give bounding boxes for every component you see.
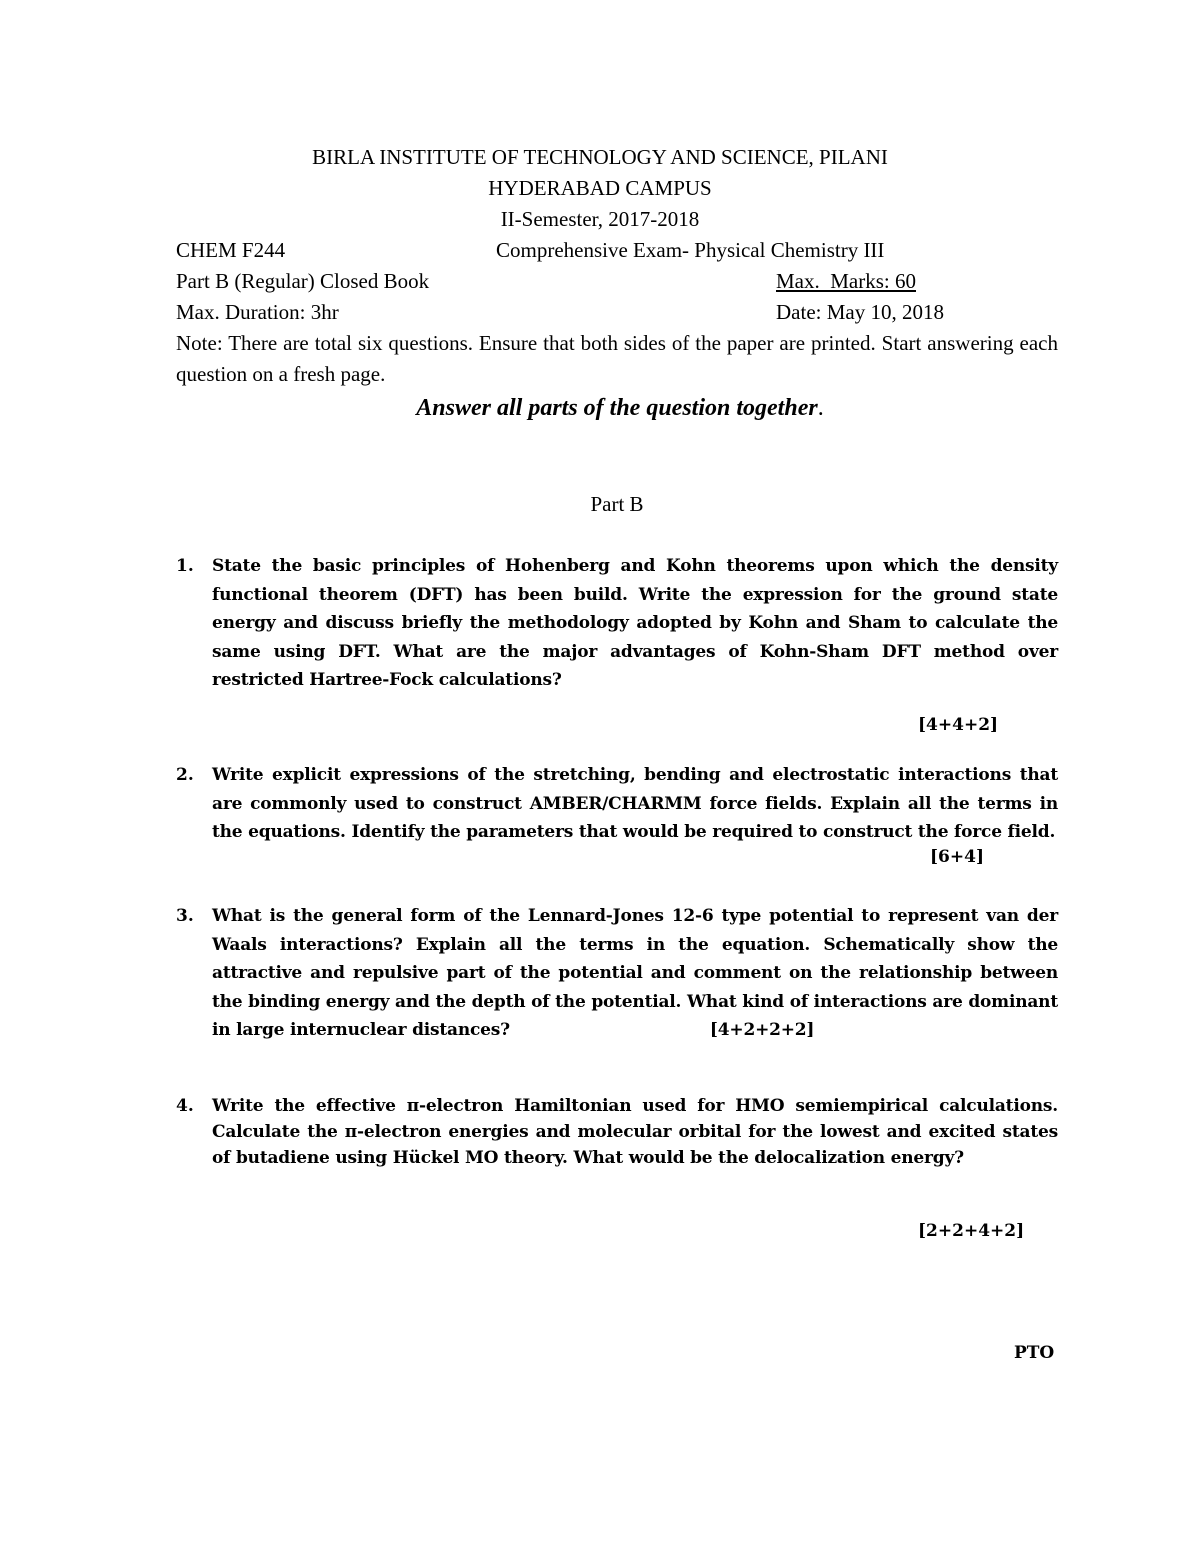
question-number: 3. <box>176 906 194 926</box>
question-number: 2. <box>176 765 194 785</box>
question-text: Write the effective π-electron Hamiltonian used for HMO semiempirical calculations. Calculate the π-electron energies and molecular orbital for the lowest and excited states of butadiene using Hückel MO theory. What would be the delocalization energy? <box>212 1096 1058 1168</box>
instruction-period: . <box>817 395 824 421</box>
max-marks: Max. Marks: 60 <box>776 269 916 293</box>
institute-name: BIRLA INSTITUTE OF TECHNOLOGY AND SCIENCE, PILANI <box>312 145 888 169</box>
question-marks: [4+2+2+2] <box>709 1020 815 1040</box>
question-marks: [4+4+2] <box>918 715 999 735</box>
course-code: CHEM F244 <box>176 238 286 262</box>
part-title: Part B <box>590 492 644 516</box>
campus-name: HYDERABAD CAMPUS <box>488 176 712 200</box>
question-marks: [2+2+4+2] <box>918 1221 1025 1241</box>
question-number: 1. <box>176 556 194 576</box>
question-text: Write explicit expressions of the stretching, bending and electrostatic interactions that are commonly used to construct AMBER/CHARMM force fields. Explain all the terms in the equations. Identify the parameters that would be required to construct the force field. <box>212 765 1058 842</box>
question-text <box>212 902 1058 1045</box>
question-marks: [6+4] <box>930 847 984 867</box>
exam-date: Date: May 10, 2018 <box>776 300 944 324</box>
instruction-text: Answer all parts of the question together <box>416 395 818 421</box>
note: Note: There are total six questions. Ensure that both sides of the paper are printed. Start answering each question on a fresh page. <box>176 331 1058 386</box>
exam-title: Comprehensive Exam- Physical Chemistry III <box>496 238 885 262</box>
semester: II-Semester, 2017-2018 <box>500 207 700 231</box>
pto-label: PTO <box>1014 1343 1055 1363</box>
part-info: Part B (Regular) Closed Book <box>176 269 430 293</box>
instruction <box>0 393 1200 423</box>
question-number: 4. <box>176 1096 194 1116</box>
duration: Max. Duration: 3hr <box>176 300 339 324</box>
question-text-body: What is the general form of the Lennard-Jones 12-6 type potential to represent van der Waals interactions? Explain all the terms in the equation. Schematically show the attractive and repulsive part of the potential and comment on the relationship between the binding energy and the depth of the potential. What kind of interactions are dominant in large internuclear distances? <box>212 906 1058 1040</box>
question-text: State the basic principles of Hohenberg and Kohn theorems upon which the density functional theorem (DFT) has been build. Write the expression for the ground state energy and discuss briefly the methodology adopted by Kohn and Sham to calculate the same using DFT. What are the major advantages of Kohn-Sham DFT method over restricted Hartree-Fock calculations? <box>212 556 1058 690</box>
